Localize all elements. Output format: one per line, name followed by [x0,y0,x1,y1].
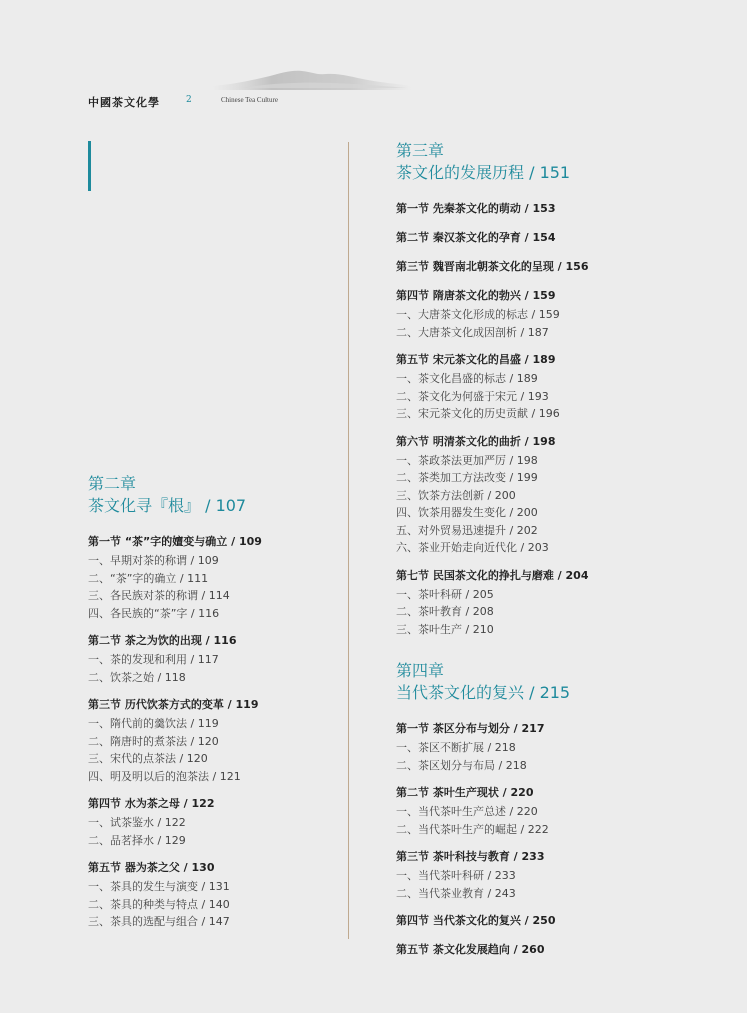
toc-section-group [396,256,726,277]
toc-subsection-entry[interactable]: 一、茶的发现和利用 / 117 [88,653,219,666]
toc-subsection-entry[interactable]: 二、茶叶教育 / 208 [396,605,494,618]
toc-subsection-entry[interactable]: 四、各民族的“茶”字 / 116 [88,606,220,620]
toc-subsection-entry[interactable]: 二、“茶”字的确立 / 111 [88,571,209,585]
toc-section-entry[interactable]: 第二节 秦汉茶文化的孕育 / 154 [396,231,556,244]
toc-subsection-entry[interactable]: 一、试茶鉴水 / 122 [88,816,186,829]
toc-section-entry[interactable]: 第六节 明清茶文化的曲折 / 198 [396,434,556,448]
toc-subsection-entry[interactable]: 一、早期对茶的称谓 / 109 [88,554,219,567]
toc-section-group [396,285,726,341]
toc-subsection-entry[interactable]: 三、各民族对茶的称谓 / 114 [88,589,230,602]
toc-section-group [88,531,338,622]
toc-subsection-entry[interactable]: 三、宋代的点茶法 / 120 [88,752,208,765]
toc-section-group [396,198,726,219]
toc-subsection-entry[interactable]: 四、饮茶用器发生变化 / 200 [396,506,538,519]
toc-section-entry[interactable]: 第三节 魏晋南北朝茶文化的呈现 / 156 [396,260,589,273]
toc-subsection-entry[interactable]: 一、茶叶科研 / 205 [396,587,494,601]
toc-section-group [396,431,726,557]
toc-subsection-entry[interactable]: 二、茶文化为何盛于宋元 / 193 [396,389,549,403]
toc-section-entry[interactable]: 第三节 茶叶科技与教育 / 233 [396,850,545,863]
toc-subsection-entry[interactable]: 三、茶具的选配与组合 / 147 [88,915,230,928]
toc-subsection-entry[interactable]: 二、隋唐时的煮茶法 / 120 [88,734,219,748]
toc-subsection-entry[interactable]: 二、大唐茶文化成因剖析 / 187 [396,325,549,339]
toc-section-group [396,939,726,960]
toc-section-entry[interactable]: 第一节 先秦茶文化的萌动 / 153 [396,202,556,215]
toc-section-entry[interactable]: 第七节 民国茶文化的挣扎与磨难 / 204 [396,568,589,582]
mountain-ink-decoration [212,62,412,92]
page-number: 2 [186,95,192,105]
toc-section-group [88,630,338,686]
toc-section-group [88,857,338,931]
toc-subsection-entry[interactable]: 一、茶文化昌盛的标志 / 189 [396,372,538,385]
toc-section-entry[interactable]: 第四节 当代茶文化的复兴 / 250 [396,914,556,927]
toc-subsection-entry[interactable]: 二、茶类加工方法改变 / 199 [396,471,538,484]
chapter-title: 茶文化寻『根』 / 107 [88,496,247,515]
toc-subsection-entry[interactable]: 二、品茗择水 / 129 [88,833,186,847]
accent-bar [88,141,91,191]
toc-section-group [396,349,726,423]
toc-chapter-3 [396,140,726,638]
toc-section-entry[interactable]: 第二节 茶之为饮的出现 / 116 [88,634,237,647]
toc-subsection-entry[interactable]: 一、茶具的发生与演变 / 131 [88,880,230,893]
toc-subsection-entry[interactable]: 一、隋代前的羹饮法 / 119 [88,717,219,730]
chapter-label: 第二章 [88,474,137,493]
toc-subsection-entry[interactable]: 二、饮茶之始 / 118 [88,670,186,684]
toc-section-entry[interactable]: 第五节 宋元茶文化的昌盛 / 189 [396,353,556,366]
toc-subsection-entry[interactable]: 六、茶业开始走向近代化 / 203 [396,541,549,554]
toc-subsection-entry[interactable]: 一、茶区不断扩展 / 218 [396,741,516,754]
toc-section-entry[interactable]: 第五节 茶文化发展趋向 / 260 [396,943,545,956]
toc-section-entry[interactable]: 第四节 隋唐茶文化的勃兴 / 159 [396,289,556,302]
toc-chapter-4 [396,660,726,960]
chapter-title: 当代茶文化的复兴 / 215 [396,683,571,702]
chapter-label: 第四章 [396,661,445,680]
toc-section-entry[interactable]: 第一节 茶区分布与划分 / 217 [396,722,545,735]
running-header [88,94,388,110]
toc-section-entry[interactable]: 第三节 历代饮茶方式的变革 / 119 [88,698,259,711]
toc-chapter-2 [88,473,338,939]
toc-subsection-entry[interactable]: 二、茶区划分与布局 / 218 [396,758,527,772]
toc-right-column [396,140,726,982]
toc-subsection-entry[interactable]: 一、当代茶叶生产总述 / 220 [396,805,538,818]
toc-subsection-entry[interactable]: 四、明及明以后的泡茶法 / 121 [88,769,241,783]
toc-section-entry[interactable]: 第一节 “茶”字的嬗变与确立 / 109 [88,535,262,548]
toc-section-group [88,694,338,785]
toc-section-group [396,565,726,639]
toc-subsection-entry[interactable]: 二、茶具的种类与特点 / 140 [88,897,230,911]
toc-subsection-entry[interactable]: 一、大唐茶文化形成的标志 / 159 [396,308,560,321]
column-divider [348,142,349,939]
toc-section-entry[interactable]: 第二节 茶叶生产现状 / 220 [396,786,534,799]
toc-subsection-entry[interactable]: 一、茶政茶法更加严厉 / 198 [396,453,538,467]
english-title: Chinese Tea Culture [221,96,278,104]
toc-subsection-entry[interactable]: 三、宋元茶文化的历史贡献 / 196 [396,407,560,420]
toc-subsection-entry[interactable]: 三、饮茶方法创新 / 200 [396,488,516,502]
book-title: 中國茶文化學 [88,96,160,109]
toc-section-group [396,227,726,248]
toc-section-group [88,793,338,849]
toc-subsection-entry[interactable]: 一、当代茶叶科研 / 233 [396,869,516,882]
toc-subsection-entry[interactable]: 五、对外贸易迅速提升 / 202 [396,523,538,537]
chapter-title: 茶文化的发展历程 / 151 [396,163,571,182]
toc-section-group [396,782,726,838]
toc-section-entry[interactable]: 第五节 器为茶之父 / 130 [88,861,215,874]
toc-section-entry[interactable]: 第四节 水为茶之母 / 122 [88,797,215,810]
toc-section-group [396,910,726,931]
toc-section-group [396,846,726,902]
chapter-label: 第三章 [396,141,445,160]
toc-subsection-entry[interactable]: 二、当代茶叶生产的崛起 / 222 [396,822,549,836]
toc-subsection-entry[interactable]: 二、当代茶业教育 / 243 [396,886,516,900]
toc-section-group [396,718,726,774]
toc-subsection-entry[interactable]: 三、茶叶生产 / 210 [396,622,494,636]
